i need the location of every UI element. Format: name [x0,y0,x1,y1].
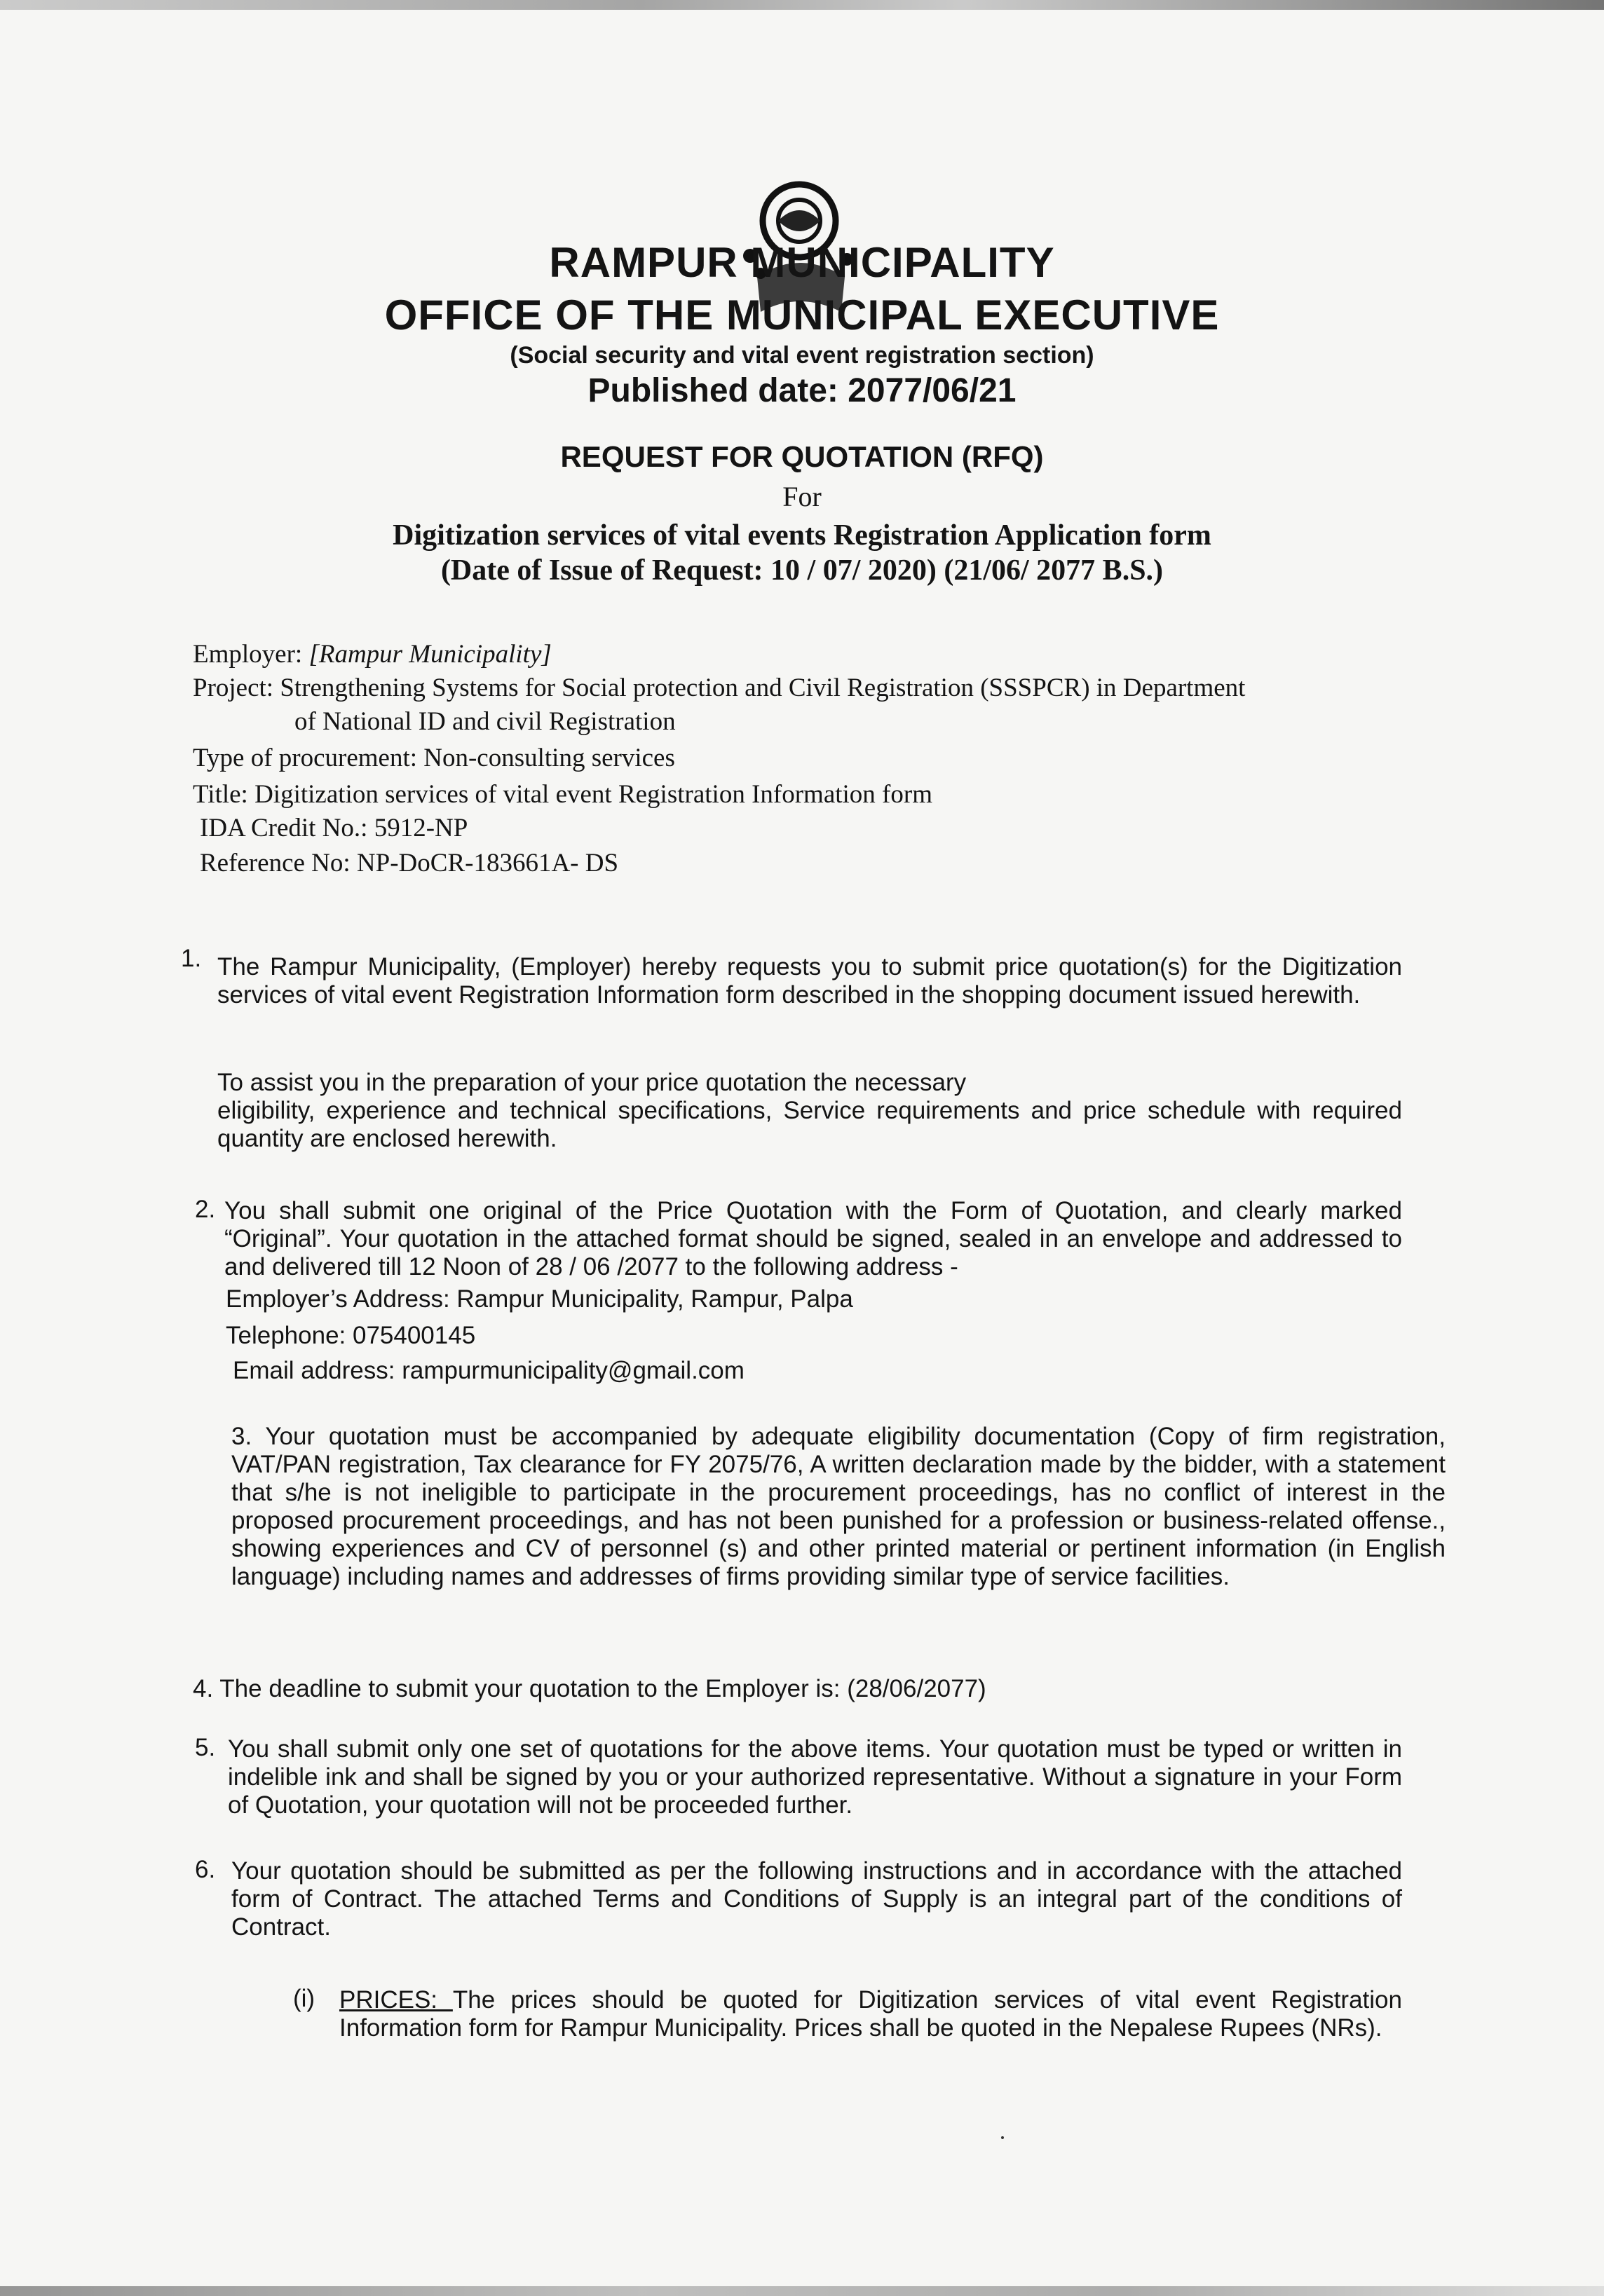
clause-5-number: 5. [195,1734,216,1761]
employer-address: Employer’s Address: Rampur Municipality, Rampur, Palpa [226,1285,853,1313]
clause-1-text: The Rampur Municipality, (Employer) hereby requests you to submit price quotation(s) for the Digitization services of vital event Registration Information form described in the shopping document issued herewith. [217,953,1402,1009]
scan-speck [1001,2136,1004,2139]
prices-text: The prices should be quoted for Digitization services of vital event Registration Information form for Rampur Municipality. Prices shall be quoted in the Nepalese Rupees (NRs). [339,1986,1402,2042]
ida-credit-number: IDA Credit No.: 5912-NP [200,814,468,842]
prices-heading: PRICES: [339,1986,453,2014]
clause-6-text: Your quotation should be submitted as per the following instructions and in accordance with the attached form of Contract. The attached Terms and Conditions of Supply is an integral part of the conditions of Contract. [231,1857,1402,1941]
procurement-type: Type of procurement: Non-consulting services [193,744,675,772]
clause-2-text: You shall submit one original of the Price Quotation with the Form of Quotation, and clearly marked “Original”. Your quotation in the attached format should be signed, sealed in an envelope and addressed to and delivered till 12 Noon of 28 / 06 /2077 to the following address - [224,1197,1402,1280]
clause-3-text: 3. Your quotation must be accompanied by adequate eligibility documentation (Copy of firm registration, VAT/PAN registration, Tax clearance for FY 2075/76, A written declaration made by the bidder, with a statement that s/he is not ineligible to participate in the procurement proceedings, has no conflict of interest in the proposed procurement proceedings, and has not been punished for a profession or business-related offense., showing experiences and CV of personnel (s) and other printed material or pertinent information (in English language) including names and addresses of firms providing similar type of service facilities. [231,1423,1446,1590]
municipality-name: RAMPUR MUNICIPALITY [549,239,1055,286]
clause-6i-number: (i) [293,1985,315,2012]
employer-value: [Rampur Municipality] [308,640,552,669]
clause-1-assist-text: eligibility, experience and technical specifications, Service requirements and price schedule with required quantity are enclosed herewith. [217,1097,1402,1152]
rfq-title: REQUEST FOR QUOTATION (RFQ) [560,440,1044,473]
for-label: For [782,481,822,512]
employer-line [193,638,552,671]
issue-date: (Date of Issue of Request: 10 / 07/ 2020) (21/06/ 2077 B.S.) [440,554,1164,587]
project-line-2: of National ID and civil Registration [294,707,676,736]
reference-number: Reference No: NP-DoCR-183661A- DS [200,849,619,877]
telephone: Telephone: 075400145 [226,1322,476,1349]
clause-2-number: 2. [195,1196,216,1223]
office-name: OFFICE OF THE MUNICIPAL EXECUTIVE [384,292,1220,339]
rfq-subject: Digitization services of vital events Registration Application form [393,519,1211,552]
clause-5-text: You shall submit only one set of quotations for the above items. Your quotation must be typed or written in indelible ink and shall be signed by you or your authorized representative. Without a signature in your Form of Quotation, your quotation will not be proceeded further. [228,1735,1402,1819]
clause-6i-text [339,1986,1402,2042]
project-line: Project: Strengthening Systems for Social protection and Civil Registration (SSSPCR) in Department [193,674,1246,702]
procurement-title: Title: Digitization services of vital event Registration Information form [193,780,932,809]
clause-6-number: 6. [195,1856,216,1883]
scan-edge-top [0,0,1604,10]
published-date: Published date: 2077/06/21 [587,372,1017,409]
clause-1-number: 1. [181,945,202,972]
clause-1-assist-line1: To assist you in the preparation of your price quotation the necessary [217,1069,967,1096]
section-name: (Social security and vital event registration section) [510,342,1094,369]
employer-label: Employer: [193,640,309,669]
scan-edge-bottom [0,2286,1604,2296]
clause-4-text: 4. The deadline to submit your quotation to the Employer is: (28/06/2077) [193,1675,986,1702]
email-address: Email address: rampurmunicipality@gmail.com [233,1357,745,1384]
